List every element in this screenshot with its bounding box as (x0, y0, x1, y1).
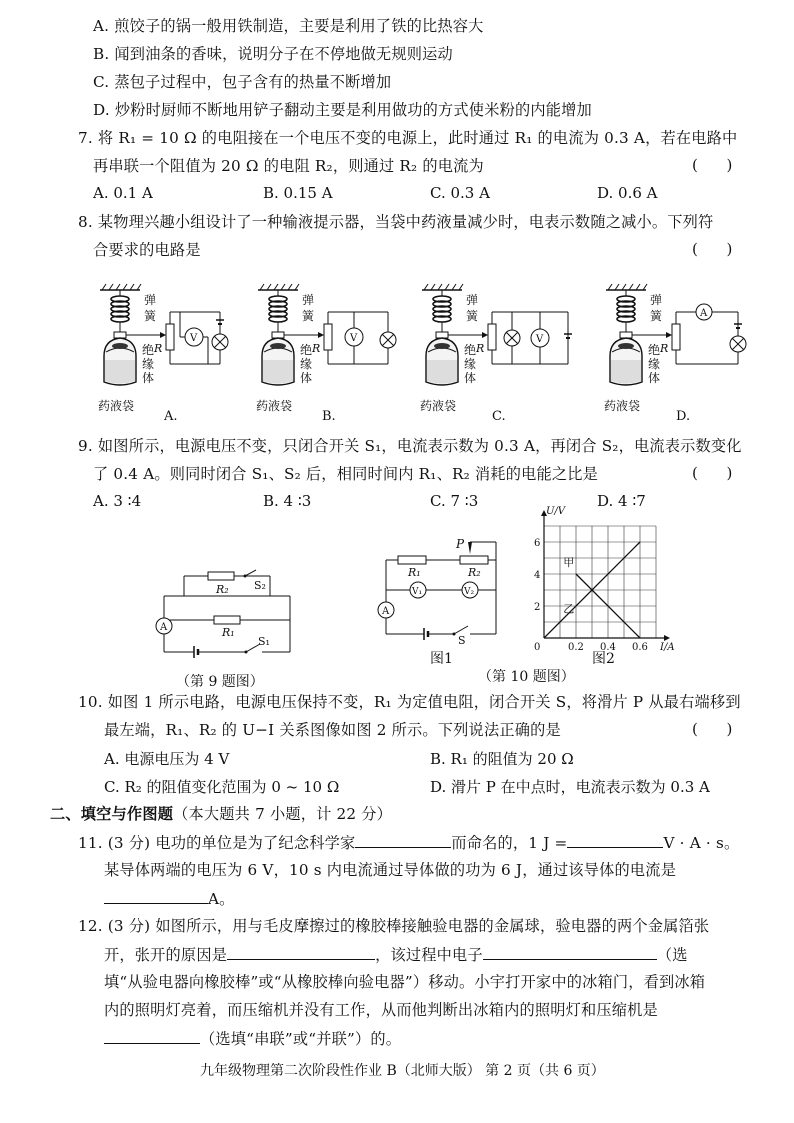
q6-option-d: D. 炒粉时厨师不断地用铲子翻动主要是利用做功的方式使米粉的内能增加 (93, 101, 592, 119)
q7-stem-line1: 7. 将 R₁ = 10 Ω 的电阻接在一个电压不变的电源上，此时通过 R₁ 的电流为 0.3 A，若在电路中 (78, 129, 738, 147)
q8d-a: A (700, 308, 708, 319)
q11-line3 (104, 888, 235, 909)
q8a-insul-1: 绝 (142, 343, 155, 357)
q8b-spring-label-1: 弹 (302, 293, 315, 307)
q12-part2: ，该过程中电子 (375, 946, 483, 964)
q10-option-c: C. R₂ 的阻值变化范围为 0 ~ 10 Ω (104, 778, 340, 796)
q9-s1: S₁ (258, 635, 270, 648)
q10-option-a: A. 电源电压为 4 V (104, 750, 230, 768)
q8a-spring-label-1: 弹 (144, 293, 157, 307)
q8c-spring-label-2: 簧 (466, 309, 479, 323)
q8b-insul-3: 体 (300, 371, 313, 385)
q10-fig1-p: P (456, 537, 465, 551)
q12-line1: 12. (3 分) 如图所示，用与毛皮摩擦过的橡胶棒接触验电器的金属球，验电器的两个金属箔张 (78, 917, 710, 935)
q8c-insul-1: 绝 (464, 343, 477, 357)
section2-title: 二、填空与作图题 (50, 805, 174, 823)
q8d-spring-label-2: 簧 (650, 309, 663, 323)
q8-stem-line1: 8. 某物理兴趣小组设计了一种输液提示器，当袋中药液量减少时，电表示数随之减小。下列符 (78, 213, 714, 231)
q10-answer-paren: ( ) (692, 720, 733, 738)
q12-line5 (104, 1028, 401, 1049)
q10-stem-line1: 10. 如图 1 所示电路，电源电压保持不变，R₁ 为定值电阻，闭合开关 S，将滑片 P 从最右端移到 (78, 693, 741, 711)
q9-option-a: A. 3 ∶4 (93, 492, 142, 510)
q8a-insul-3: 体 (142, 371, 155, 385)
q8b-bag-label: 药液袋 (256, 399, 293, 413)
q11-part3: V · A · s。 (663, 834, 740, 852)
q7-answer-paren: ( ) (692, 156, 733, 174)
q10-fig1-v1: V₁ (412, 587, 423, 597)
q8b-insul-1: 绝 (300, 343, 313, 357)
q10-fig1-ammeter: A (382, 606, 390, 617)
q9-s2: S₂ (254, 579, 266, 592)
q8c-spring-label-1: 弹 (466, 293, 479, 307)
q7-option-b: B. 0.15 A (263, 184, 333, 202)
q8d-r: R (660, 342, 669, 355)
q8c-insul-2: 缘 (464, 357, 477, 371)
q7-option-d: D. 0.6 A (597, 184, 658, 202)
q9-stem-line1: 9. 如图所示，电源电压不变，只闭合开关 S₁，电流表示数为 0.3 A，再闭合 S₂，电流表示数变化 (78, 437, 742, 455)
q9-r2: R₂ (216, 583, 229, 596)
q8c-v: V (536, 334, 544, 345)
q9-answer-paren: ( ) (692, 464, 733, 482)
y-axis-label: U/V (546, 506, 566, 517)
q8-answer-paren: ( ) (692, 240, 733, 258)
q9-r1: R₁ (222, 626, 235, 639)
q7-option-c: C. 0.3 A (430, 184, 490, 202)
q8a-spring-label-2: 簧 (144, 309, 157, 323)
q12-line2 (104, 944, 688, 965)
q9-ammeter: A (160, 622, 168, 633)
q8d-insul-1: 绝 (648, 343, 661, 357)
chart-labels (534, 506, 675, 653)
q8c-bag-label: 药液袋 (420, 399, 457, 413)
q7-stem-line2: 再串联一个阻值为 20 Ω 的电阻 R₂，则通过 R₂ 的电流为 (93, 157, 484, 175)
q8d-insul-3: 体 (648, 371, 661, 385)
q8-circuit-figures (90, 282, 770, 424)
q8d-bag-label: 药液袋 (604, 399, 641, 413)
q8d-insul-2: 缘 (648, 357, 661, 371)
q8-option-a: A. (164, 409, 178, 424)
q11-line1 (78, 832, 739, 853)
q10-option-d: D. 滑片 P 在中点时，电流表示数为 0.3 A (430, 778, 710, 796)
q8a-r: R (154, 342, 163, 355)
q10-fig1-s: S (458, 634, 466, 647)
q8-option-c: C. (492, 409, 506, 424)
q8a-insul-2: 缘 (142, 357, 155, 371)
q6-option-a: A. 煎饺子的锅一般用铁制造，主要是利用了铁的比热容大 (93, 17, 484, 35)
section2-note: （本大题共 7 小题，计 22 分） (173, 805, 393, 823)
q11-part2: 而命名的，1 J = (451, 834, 568, 852)
page-footer: 九年级物理第二次阶段性作业 B（北师大版） 第 2 页（共 6 页） (200, 1063, 605, 1079)
q10-figure2-label: 图2 (592, 651, 615, 667)
q9-option-b: B. 4 ∶3 (263, 492, 312, 510)
q12-part4: （选填“串联”或“并联”）的。 (200, 1030, 402, 1048)
x-tick-label: 0.2 (568, 642, 584, 653)
q9-option-d: D. 4 ∶7 (597, 492, 646, 510)
q9-option-c: C. 7 ∶3 (430, 492, 479, 510)
q11-part1: 11. (3 分) 电功的单位是为了纪念科学家 (78, 834, 356, 852)
q8a-v: V (190, 333, 198, 344)
origin-label: 0 (534, 642, 541, 653)
q8b-spring-label-2: 簧 (302, 309, 315, 323)
q8-stem-line2: 合要求的电路是 (93, 241, 201, 259)
q9-circuit-figure (150, 556, 310, 666)
q8d-spring-label-1: 弹 (650, 293, 663, 307)
q9-stem-line2: 了 0.4 A。则同时闭合 S₁、S₂ 后，相同时间内 R₁、R₂ 消耗的电能之比是 (93, 465, 599, 483)
q10-figure2-ui-chart (520, 506, 675, 658)
section2-header (50, 804, 392, 824)
q8c-insul-3: 体 (464, 371, 477, 385)
q10-figure-caption: （第 10 题图） (478, 669, 575, 685)
series-label-yi: 乙 (563, 602, 575, 616)
q6-option-b: B. 闻到油条的香味，说明分子在不停地做无规则运动 (93, 45, 453, 63)
q12-blank-reason[interactable] (227, 944, 375, 960)
x-tick-label: 0.6 (632, 642, 648, 653)
q12-part1: 开，张开的原因是 (104, 946, 228, 964)
q10-stem-line2: 最左端，R₁、R₂ 的 U−I 关系图像如图 2 所示。下列说法正确的是 (104, 721, 561, 739)
y-tick-label: 6 (534, 538, 541, 549)
q8a-bag-label: 药液袋 (98, 399, 135, 413)
q11-blank-joule[interactable] (567, 832, 663, 848)
q10-fig1-v2: V₂ (464, 587, 475, 597)
q8b-insul-2: 缘 (300, 357, 313, 371)
q10-option-b: B. R₁ 的阻值为 20 Ω (430, 750, 574, 768)
q11-line2: 某导体两端的电压为 6 V，10 s 内电流通过导体做的功为 6 J，通过该导体的电流是 (104, 861, 677, 879)
y-tick-label: 2 (534, 602, 541, 613)
x-tick-label: 0.4 (600, 642, 616, 653)
q10-fig1-r2: R₂ (468, 566, 481, 579)
x-axis-arrow (664, 635, 670, 641)
q8-option-b: B. (322, 409, 336, 424)
q10-figure1-circuit (374, 536, 504, 646)
q8b-v: V (350, 333, 358, 344)
q9-figure-caption: （第 9 题图） (176, 674, 264, 690)
q12-blank-connection[interactable] (104, 1028, 200, 1044)
q6-option-c: C. 蒸包子过程中，包子含有的热量不断增加 (93, 73, 392, 91)
q12-line4: 内的照明灯亮着，而压缩机并没有工作，从而他判断出冰箱内的照明灯和压缩机是 (104, 1001, 658, 1019)
q7-option-a: A. 0.1 A (93, 184, 153, 202)
q12-part3: （选 (656, 946, 688, 964)
q11-part4: A。 (208, 890, 235, 908)
q11-blank-scientist[interactable] (355, 832, 451, 848)
q8b-r: R (312, 342, 321, 355)
q10-fig1-r1: R₁ (408, 566, 421, 579)
x-axis-label: I/A (660, 642, 675, 653)
q10-figure1-label: 图1 (430, 651, 453, 667)
q8c-r: R (476, 342, 485, 355)
q11-blank-current[interactable] (104, 888, 208, 904)
q8-option-d: D. (676, 409, 691, 424)
q12-line3: 填“从验电器向橡胶棒”或“从橡胶棒向验电器”）移动。小宇打开家中的冰箱门，看到冰箱 (104, 973, 706, 991)
y-tick-label: 4 (534, 570, 541, 581)
q12-blank-direction[interactable] (483, 944, 657, 960)
series-label-jia: 甲 (563, 556, 575, 569)
